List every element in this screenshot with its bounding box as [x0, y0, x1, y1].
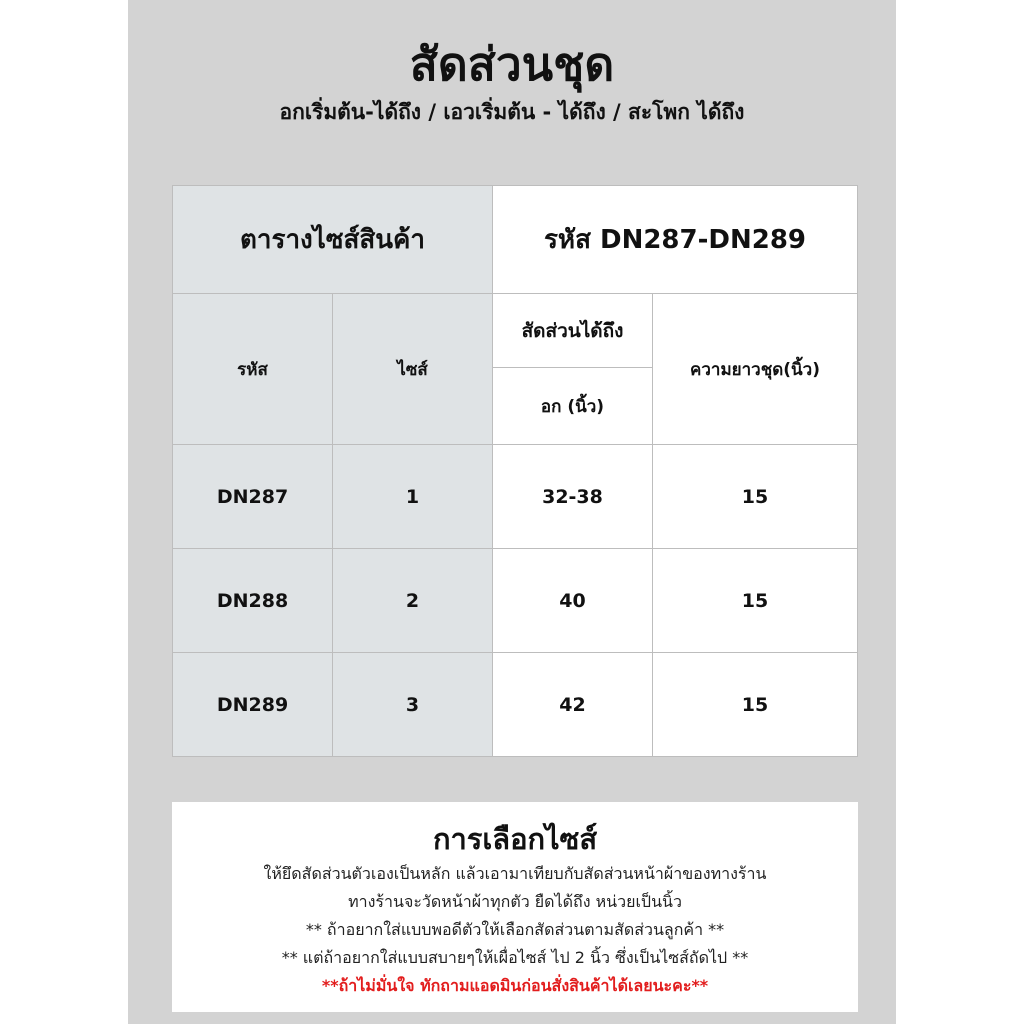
row-1-chest: 32-38 [492, 444, 653, 549]
row-3-size: 3 [332, 652, 493, 757]
size-guide-box [172, 802, 858, 1012]
page-subtitle: อกเริ่มต้น-ได้ถึง / เอวเริ่มต้น - ได้ถึง / สะโพก ได้ถึง [279, 100, 745, 124]
guide-title: การเลือกไซส์ [432, 822, 598, 856]
row-2-length: 15 [652, 548, 858, 653]
row-1-code: DN287 [172, 444, 333, 549]
guide-line-4: ** แต่ถ้าอยากใส่แบบสบายๆให้เผื่อไซส์ ไป 2 นิ้ว ซึ่งเป็นไซส์ถัดไป ** [281, 948, 749, 967]
header-size: ไซส์ [332, 293, 493, 445]
header-length: ความยาวชุด(นิ้ว) [652, 293, 858, 445]
page-title: สัดส่วนชุด [409, 37, 615, 91]
header-code: รหัส [172, 293, 333, 445]
row-1-length: 15 [652, 444, 858, 549]
row-3-code: DN289 [172, 652, 333, 757]
guide-note: **ถ้าไม่มั่นใจ ทักถามแอดมินก่อนสั่งสินค้าได้เลยนะคะ** [321, 976, 709, 995]
guide-line-2: ทางร้านจะวัดหน้าผ้าทุกตัว ยืดได้ถึง หน่วยเป็นนิ้ว [348, 892, 682, 911]
row-3-chest: 42 [492, 652, 653, 757]
guide-line-3: ** ถ้าอยากใส่แบบพอดีตัวให้เลือกสัดส่วนตามสัดส่วนลูกค้า ** [305, 920, 725, 939]
row-2-chest: 40 [492, 548, 653, 653]
header-proportion: สัดส่วนได้ถึง [492, 293, 653, 368]
header-chest: อก (นิ้ว) [492, 367, 653, 445]
table-caption: ตารางไซส์สินค้า [172, 185, 493, 294]
row-3-length: 15 [652, 652, 858, 757]
row-2-size: 2 [332, 548, 493, 653]
guide-line-1: ให้ยึดสัดส่วนตัวเองเป็นหลัก แล้วเอามาเทียบกับสัดส่วนหน้าผ้าของทางร้าน [263, 864, 767, 883]
row-2-code: DN288 [172, 548, 333, 653]
table-code-range: รหัส DN287-DN289 [492, 185, 858, 294]
row-1-size: 1 [332, 444, 493, 549]
